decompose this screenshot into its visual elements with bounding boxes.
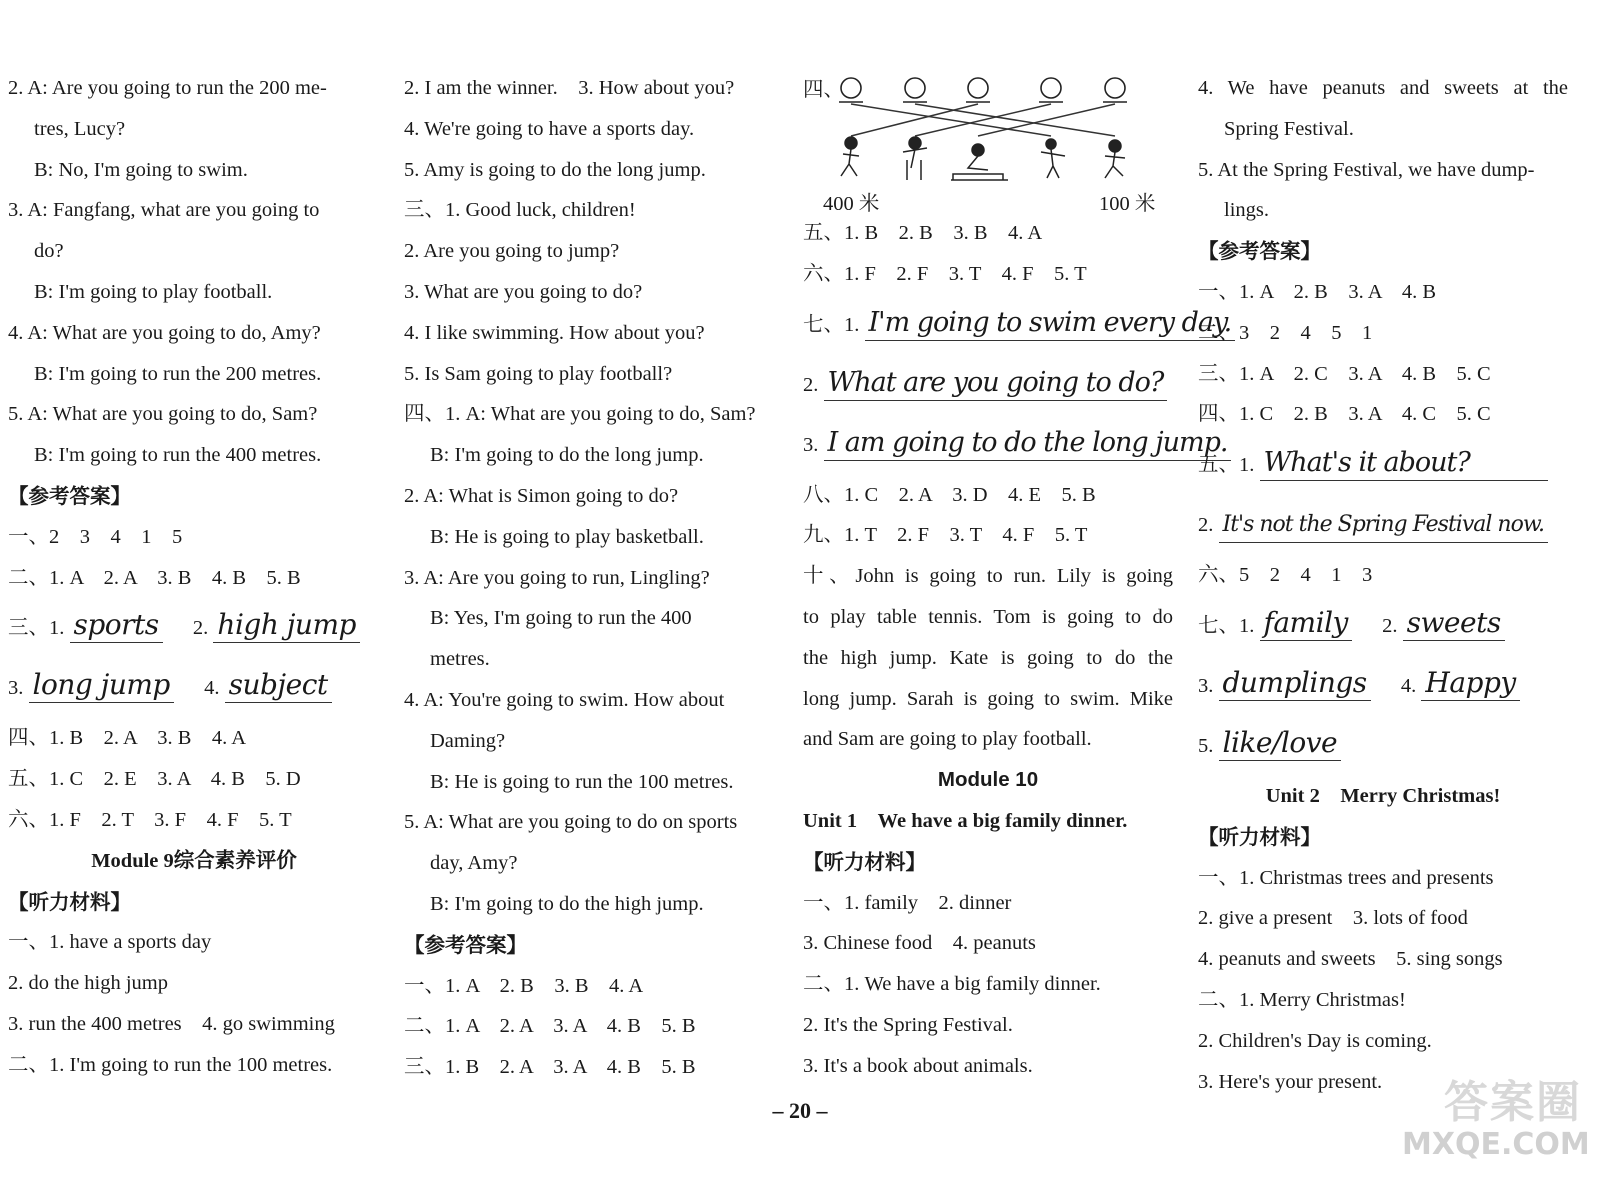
answer-line: 五、1. C 2. E 3. A 4. B 5. D: [8, 768, 301, 791]
text-line: 二、1. I'm going to run the 100 metres.: [8, 1053, 333, 1076]
text-line: 4. peanuts and sweets 5. sing songs: [1198, 948, 1503, 971]
section-heading: 【参考答案】: [1198, 239, 1321, 264]
handwritten-answer: family: [1260, 606, 1352, 641]
item-number: 七、1.: [1198, 614, 1255, 637]
text-line: 4. We're going to have a sports day.: [404, 117, 695, 140]
handwritten-answer: Happy: [1421, 666, 1519, 701]
child-head-icon: [841, 78, 861, 98]
child-head-icon: [1105, 78, 1125, 98]
handwritten-answer: It's not the Spring Festival now.: [1219, 508, 1549, 543]
answer-line: 四、1. B 2. A 3. B 4. A: [8, 727, 247, 750]
distance-label: 100 米: [1099, 193, 1156, 215]
matching-illustration: [803, 68, 1173, 213]
handwritten-answer: I'm going to swim every day.: [865, 306, 1236, 341]
text-line: metres.: [430, 648, 490, 671]
answer-line: 二、3 2 4 5 1: [1198, 321, 1373, 344]
high-jump-icon: [909, 137, 921, 149]
text-line: B: I'm going to play football.: [34, 280, 273, 303]
distance-label: 400 米: [823, 193, 880, 215]
item-number: 3.: [803, 433, 819, 456]
child-head-icon: [905, 78, 925, 98]
text-line: day, Amy?: [430, 852, 518, 875]
handwritten-answer-line: [803, 295, 1232, 355]
text-line: 二、1. Merry Christmas!: [1198, 988, 1406, 1011]
text-line: 一、1. have a sports day: [8, 931, 212, 954]
text-line: tres, Lucy?: [34, 117, 126, 140]
text-line: B: I'm going to do the high jump.: [430, 892, 704, 915]
item-number: 2.: [192, 617, 209, 640]
handwritten-answer-line: [8, 598, 380, 658]
handwritten-answer: like/love: [1219, 726, 1342, 761]
text-line: 4. A: What are you going to do, Amy?: [8, 321, 321, 344]
handwritten-answer: high jump: [213, 608, 360, 643]
text-line: 一、1. family 2. dinner: [803, 891, 1012, 914]
handwritten-answer-line: [1198, 656, 1568, 716]
text-line: 3. Here's your present.: [1198, 1070, 1383, 1093]
text-line: B: Yes, I'm going to run the 400: [430, 607, 692, 630]
answer-line: 三、1. B 2. A 3. A 4. B 5. B: [404, 1056, 696, 1079]
item-number: 2.: [1382, 614, 1398, 637]
handwritten-answer-line: [1198, 596, 1568, 656]
text-line: 3. Chinese food 4. peanuts: [803, 932, 1036, 955]
page-number: – 20 –: [772, 1098, 828, 1123]
answer-line: 九、1. T 2. F 3. T 4. F 5. T: [803, 524, 1088, 547]
handwritten-answer-line: [8, 658, 380, 718]
long-jump-icon: [972, 144, 984, 156]
section-heading: 【参考答案】: [8, 483, 131, 508]
table-tennis-icon: [1046, 139, 1056, 149]
answer-line: 一、1. A 2. B 3. A 4. B: [1198, 280, 1437, 303]
answer-line: 一、1. A 2. B 3. B 4. A: [404, 974, 644, 997]
answer-line: 三、1. A 2. C 3. A 4. B 5. C: [1198, 362, 1491, 385]
text-line: 2. It's the Spring Festival.: [803, 1013, 1013, 1036]
item-number: 五、1.: [1198, 454, 1255, 477]
runner-icon: [845, 137, 857, 149]
section-heading: 【参考答案】: [404, 932, 527, 957]
text-line: 5. Amy is going to do the long jump.: [404, 158, 706, 181]
answer-line: 二、1. A 2. A 3. A 4. B 5. B: [404, 1015, 696, 1038]
text-line: to play table tennis. Tom is going to do: [803, 605, 1173, 628]
text-line: B: He is going to play basketball.: [430, 525, 704, 548]
section-heading: 【听力材料】: [803, 849, 926, 874]
text-line: 2. do the high jump: [8, 972, 169, 995]
text-line: B: I'm going to do the long jump.: [430, 444, 704, 467]
column-1: [8, 68, 380, 1098]
handwritten-answer: What are you going to do?: [824, 366, 1168, 401]
item-number: 4.: [1400, 674, 1417, 697]
text-line: B: No, I'm going to swim.: [34, 158, 248, 181]
text-line: 一、1. Christmas trees and presents: [1198, 866, 1494, 889]
text-line: 2. A: What is Simon going to do?: [404, 484, 679, 507]
item-number: 5.: [1198, 734, 1214, 757]
column-3: [803, 68, 1232, 1098]
text-line: 5. A: What are you going to do, Sam?: [8, 403, 318, 426]
text-line: 四、1. A: What are you going to do, Sam?: [404, 403, 756, 426]
item-number: 4.: [204, 677, 220, 700]
unit-heading: Unit 2 Merry Christmas!: [1265, 784, 1501, 807]
column-2: [404, 68, 780, 1098]
answer-line: 六、1. F 2. F 3. T 4. F 5. T: [803, 262, 1087, 285]
section-heading: 【听力材料】: [1198, 824, 1321, 849]
text-line: 2. give a present 3. lots of food: [1198, 907, 1468, 930]
text-line: 3. run the 400 metres 4. go swimming: [8, 1012, 335, 1035]
text-line: 4. I like swimming. How about you?: [404, 321, 705, 344]
text-line: do?: [34, 240, 64, 263]
text-line: 2. Children's Day is coming.: [1198, 1029, 1432, 1052]
text-line: B: I'm going to run the 400 metres.: [34, 444, 322, 467]
text-line: lings.: [1224, 199, 1269, 222]
watermark: [1402, 1077, 1590, 1168]
item-number: 3.: [1198, 674, 1214, 697]
text-line: 三、1. Good luck, children!: [404, 199, 636, 222]
handwritten-answer-line: [1198, 495, 1568, 555]
text-line: 3. A: Fangfang, what are you going to: [8, 199, 320, 222]
item-number: 七、1.: [803, 313, 860, 336]
text-line: 5. Is Sam going to play football?: [404, 362, 673, 385]
answer-line: 一、2 3 4 1 5: [8, 525, 183, 548]
item-number: 2.: [1198, 514, 1214, 537]
module-heading: Module 9综合素养评价: [91, 849, 297, 872]
text-line: the high jump. Kate is going to do the: [803, 646, 1173, 669]
text-line: 十、John is going to run. Lily is going: [803, 565, 1173, 588]
answer-line: 八、1. C 2. A 3. D 4. E 5. B: [803, 483, 1096, 506]
exercise-number: 四、: [803, 79, 844, 101]
handwritten-answer: subject: [225, 668, 332, 703]
text-line: B: I'm going to run the 200 metres.: [34, 362, 322, 385]
runner-icon: [1109, 140, 1121, 152]
module-heading: Module 10: [937, 768, 1039, 792]
handwritten-answer: sports: [70, 608, 163, 643]
text-line: B: He is going to run the 100 metres.: [430, 770, 734, 793]
text-line: 2. I am the winner. 3. How about you?: [404, 77, 735, 99]
handwritten-answer: long jump: [29, 668, 174, 703]
text-line: 4. We have peanuts and sweets at the: [1198, 77, 1568, 99]
text-line: 4. A: You're going to swim. How about: [404, 688, 725, 711]
handwritten-answer-line: [1198, 716, 1568, 776]
handwritten-answer: sweets: [1403, 606, 1505, 641]
answer-line: 六、5 2 4 1 3: [1198, 564, 1373, 587]
handwritten-answer-line: [803, 415, 1228, 475]
text-line: 3. A: Are you going to run, Lingling?: [404, 566, 710, 589]
item-number: 三、1.: [8, 617, 65, 640]
item-number: 3.: [8, 677, 24, 700]
child-head-icon: [1041, 78, 1061, 98]
text-line: 5. A: What are you going to do on sports: [404, 811, 738, 834]
text-line: 2. A: Are you going to run the 200 me-: [8, 77, 327, 99]
handwritten-answer: I am going to do the long jump.: [824, 426, 1232, 461]
text-line: long jump. Sarah is going to swim. Mike: [803, 687, 1173, 710]
text-line: Daming?: [430, 729, 506, 752]
text-line: 5. At the Spring Festival, we have dump-: [1198, 158, 1535, 181]
handwritten-answer-line: [803, 355, 1173, 415]
text-line: 2. Are you going to jump?: [404, 240, 620, 263]
answer-line: 四、1. C 2. B 3. A 4. C 5. C: [1198, 403, 1491, 426]
answer-line: 六、1. F 2. T 3. F 4. F 5. T: [8, 808, 292, 831]
handwritten-answer: dumplings: [1219, 666, 1371, 701]
text-line: 3. It's a book about animals.: [803, 1054, 1033, 1077]
answer-line: 五、1. B 2. B 3. B 4. A: [803, 222, 1043, 244]
text-line: and Sam are going to play football.: [803, 728, 1092, 751]
handwritten-answer-line: [1198, 435, 1568, 495]
watermark-logo-text: 答案圈: [1444, 1077, 1582, 1128]
section-heading: 【听力材料】: [8, 889, 131, 914]
watermark-url: MXQE.COM: [1402, 1127, 1590, 1162]
child-head-icon: [968, 78, 988, 98]
handwritten-answer: What's it about?: [1260, 446, 1548, 481]
text-line: Spring Festival.: [1224, 117, 1354, 140]
item-number: 2.: [803, 373, 819, 396]
answer-line: 二、1. A 2. A 3. B 4. B 5. B: [8, 566, 301, 589]
text-line: 二、1. We have a big family dinner.: [803, 973, 1101, 996]
text-line: 3. What are you going to do?: [404, 280, 643, 303]
unit-heading: Unit 1 We have a big family dinner.: [803, 809, 1128, 832]
column-4: [1198, 68, 1568, 1098]
